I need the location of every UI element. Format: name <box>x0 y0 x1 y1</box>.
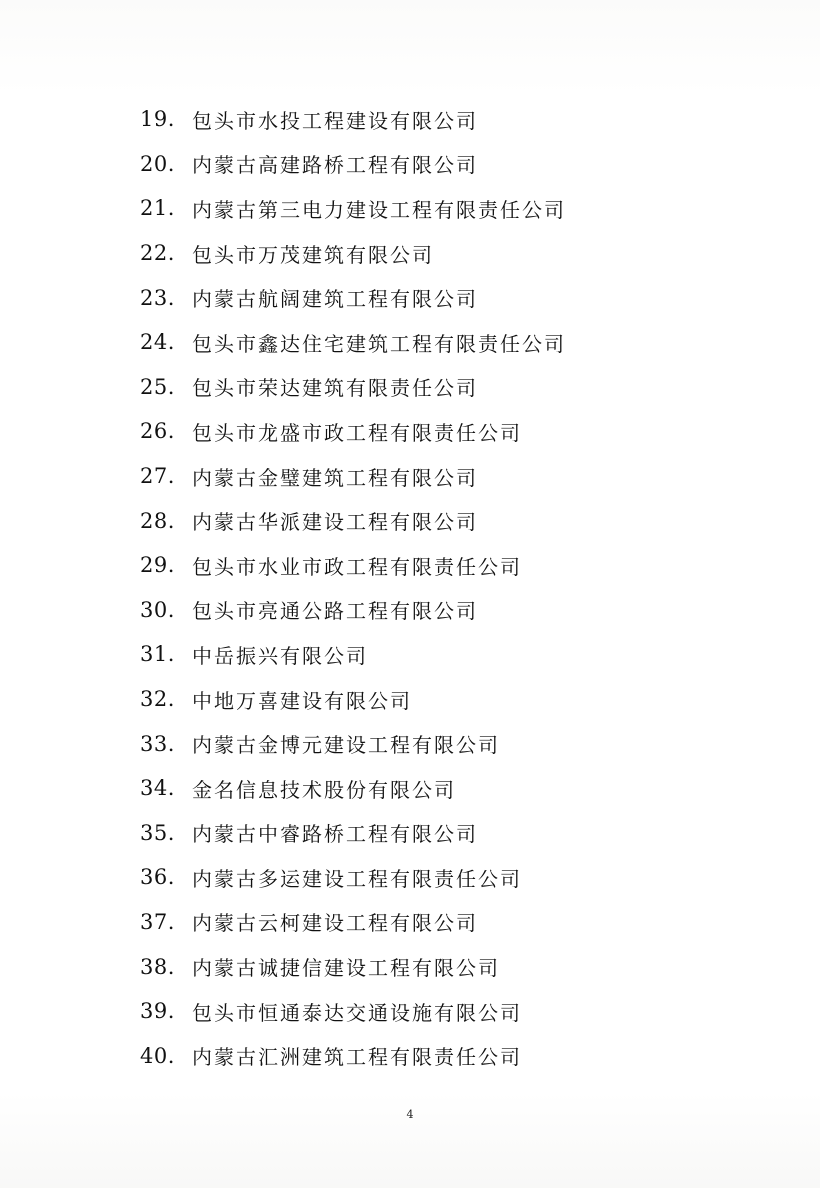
company-name: 内蒙古汇洲建筑工程有限责任公司 <box>192 1045 522 1070</box>
company-name: 中地万喜建设有限公司 <box>192 688 412 713</box>
list-item <box>0 1033 820 1078</box>
item-number: 21. <box>140 196 175 221</box>
list-item <box>0 320 820 365</box>
company-name: 包头市恒通泰达交通设施有限公司 <box>192 1000 522 1025</box>
list-item <box>0 900 820 945</box>
list-item <box>0 855 820 900</box>
list-item <box>0 454 820 499</box>
list-item <box>0 275 820 320</box>
list-item <box>0 409 820 454</box>
item-number: 25. <box>140 374 175 399</box>
page-number: 4 <box>406 1108 414 1121</box>
item-number: 20. <box>140 151 175 176</box>
company-name: 内蒙古航阔建筑工程有限公司 <box>192 287 478 312</box>
item-number: 19. <box>140 107 175 132</box>
list-item <box>0 944 820 989</box>
company-list <box>0 97 820 1078</box>
item-number: 37. <box>140 909 175 934</box>
list-item <box>0 498 820 543</box>
item-number: 31. <box>140 642 175 667</box>
company-name: 包头市荣达建筑有限责任公司 <box>192 376 478 401</box>
list-item <box>0 186 820 231</box>
company-name: 包头市鑫达住宅建筑工程有限责任公司 <box>192 331 566 356</box>
item-number: 38. <box>140 954 175 979</box>
item-number: 22. <box>140 241 175 266</box>
item-number: 32. <box>140 687 175 712</box>
list-item <box>0 543 820 588</box>
company-name: 金名信息技术股份有限公司 <box>192 777 456 802</box>
list-item <box>0 677 820 722</box>
company-name: 包头市万茂建筑有限公司 <box>192 242 434 267</box>
list-item <box>0 766 820 811</box>
list-item <box>0 989 820 1034</box>
company-name: 内蒙古中睿路桥工程有限公司 <box>192 822 478 847</box>
list-item <box>0 588 820 633</box>
company-name: 中岳振兴有限公司 <box>192 643 368 668</box>
item-number: 34. <box>140 776 175 801</box>
company-name: 包头市龙盛市政工程有限责任公司 <box>192 420 522 445</box>
item-number: 33. <box>140 731 175 756</box>
company-name: 内蒙古诚捷信建设工程有限公司 <box>192 956 500 981</box>
company-name: 内蒙古云柯建设工程有限公司 <box>192 911 478 936</box>
item-number: 30. <box>140 597 175 622</box>
list-item <box>0 365 820 410</box>
item-number: 27. <box>140 464 175 489</box>
list-item <box>0 811 820 856</box>
company-name: 内蒙古第三电力建设工程有限责任公司 <box>192 197 566 222</box>
item-number: 35. <box>140 820 175 845</box>
company-name: 包头市水业市政工程有限责任公司 <box>192 554 522 579</box>
company-name: 内蒙古金璧建筑工程有限公司 <box>192 465 478 490</box>
item-number: 36. <box>140 865 175 890</box>
item-number: 28. <box>140 508 175 533</box>
company-name: 内蒙古多运建设工程有限责任公司 <box>192 866 522 891</box>
company-name: 内蒙古金博元建设工程有限公司 <box>192 733 500 758</box>
company-name: 包头市水投工程建设有限公司 <box>192 108 478 133</box>
item-number: 24. <box>140 330 175 355</box>
item-number: 40. <box>140 1043 175 1068</box>
item-number: 23. <box>140 285 175 310</box>
list-item <box>0 97 820 142</box>
item-number: 39. <box>140 999 175 1024</box>
company-name: 内蒙古高建路桥工程有限公司 <box>192 153 478 178</box>
list-item <box>0 231 820 276</box>
list-item <box>0 632 820 677</box>
company-name: 包头市亮通公路工程有限公司 <box>192 599 478 624</box>
list-item <box>0 721 820 766</box>
list-item <box>0 142 820 187</box>
company-name: 内蒙古华派建设工程有限公司 <box>192 510 478 535</box>
item-number: 29. <box>140 553 175 578</box>
item-number: 26. <box>140 419 175 444</box>
